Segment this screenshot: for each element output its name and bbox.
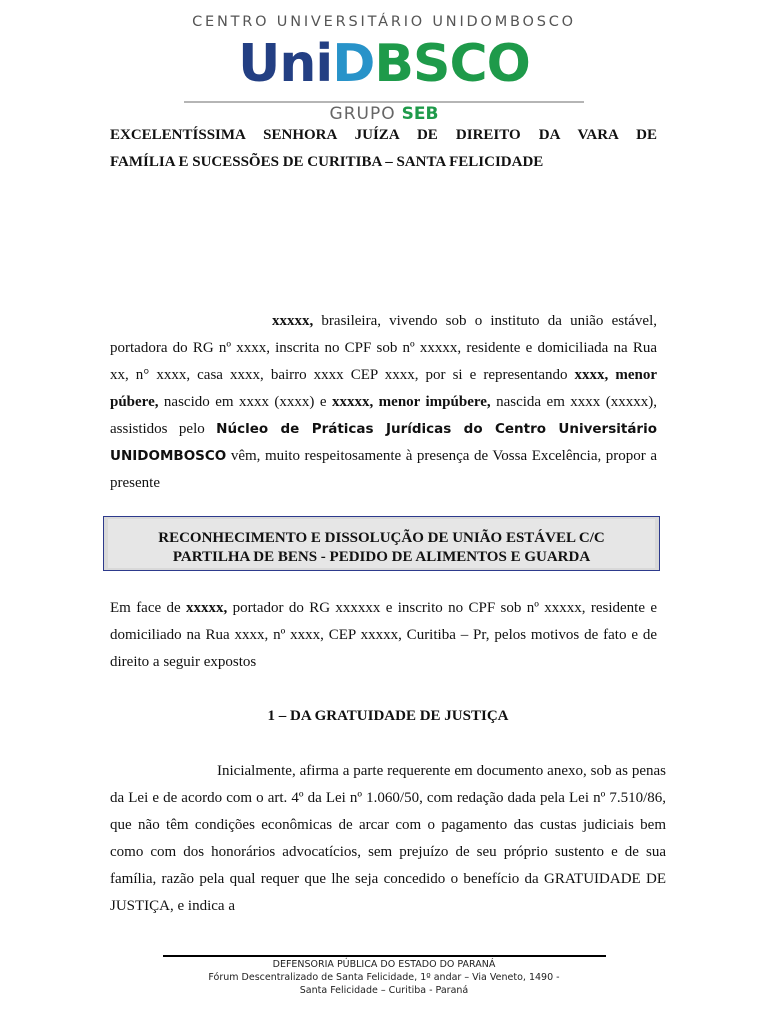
section-1-title: 1 – DA GRATUIDADE DE JUSTIÇA bbox=[267, 708, 509, 724]
logo-top-line: CENTRO UNIVERSITÁRIO UNIDOMBOSCO bbox=[192, 14, 576, 30]
action-title bbox=[104, 529, 659, 567]
heading-line-2: FAMÍLIA E SUCESSÕES DE CURITIBA – SANTA FELICIDADE bbox=[110, 154, 544, 170]
section-1-paragraph bbox=[110, 758, 666, 920]
footer-rule bbox=[163, 955, 606, 957]
page-footer bbox=[110, 958, 658, 997]
logo-word-uni: Uni bbox=[238, 34, 333, 94]
child-2-name: xxxxx, menor impúbere, bbox=[331, 394, 491, 410]
footer-line-2: Fórum Descentralizado de Santa Felicidade, 1º andar – Via Veneto, 1490 - bbox=[208, 972, 560, 983]
defendant-paragraph bbox=[110, 595, 657, 676]
action-title-line-2: PARTILHA DE BENS - PEDIDO DE ALIMENTOS E GUARDA bbox=[172, 549, 591, 565]
intro-text-1: brasileira, vivendo sob o instituto da união estável, portadora do RG nº xxxx, inscrita no CPF sob nº xxxxx, residente e domiciliada na Rua xx, n° xxxx, casa xxxx, bairro xxxx CEP xxxx, por si e representando bbox=[110, 313, 657, 383]
intro-text-3: nascida em xxxx (xxxxx), assistidos pelo bbox=[110, 394, 657, 437]
logo-group-name: SEB bbox=[401, 104, 439, 124]
logo-group-label: GRUPO bbox=[329, 104, 396, 124]
footer-line-3: Santa Felicidade – Curitiba - Paraná bbox=[299, 985, 469, 996]
intro-text-2: nascido em xxxx (xxxx) e bbox=[158, 394, 332, 410]
document-addressee-heading bbox=[110, 122, 657, 176]
footer-line-1: DEFENSORIA PÚBLICA DO ESTADO DO PARANÁ bbox=[272, 959, 496, 970]
organization-name: Núcleo de Práticas Jurídicas do Centro Universitário UNIDOMBOSCO bbox=[110, 421, 657, 464]
defendant-text-2: portador do RG xxxxxx e inscrito no CPF sob nº xxxxx, residente e domiciliado na Rua xxxx, nº xxxx, CEP xxxxx, Curitiba – Pr, pelos motivos de fato e de direito a seguir expostos bbox=[110, 600, 657, 670]
child-1-name: xxxx, menor púbere, bbox=[110, 367, 657, 410]
action-title-line-1: RECONHECIMENTO E DISSOLUÇÃO DE UNIÃO ESTÁVEL C/C bbox=[158, 530, 605, 546]
intro-text-4: vêm, muito respeitosamente à presença de Vossa Excelência, propor a presente bbox=[110, 448, 657, 491]
heading-line-1: EXCELENTÍSSIMA SENHORA JUÍZA DE DIREITO DA VARA DE bbox=[110, 127, 657, 143]
logo-word-d: D bbox=[332, 34, 375, 94]
action-title-box bbox=[103, 516, 660, 571]
intro-paragraph bbox=[110, 308, 657, 497]
defendant-text-1: Em face de bbox=[110, 600, 187, 616]
logo-divider bbox=[184, 101, 584, 103]
defendant-name: xxxxx, bbox=[186, 600, 228, 616]
logo-wordmark bbox=[180, 34, 588, 94]
logo-word-bsco: BSCO bbox=[374, 34, 530, 94]
plaintiff-name: xxxxx, bbox=[272, 313, 314, 329]
section-1-body: Inicialmente, afirma a parte requerente em documento anexo, sob as penas da Lei e de acordo com o art. 4º da Lei nº 1.060/50, com redação dada pela Lei nº 7.510/86, que não têm condições econômicas de arcar com o pagamento das custas judiciais bem como com dos honorários advocatícios, sem prejuízo de seu próprio sustento e de sua família, razão pela qual requer que lhe seja concedido o benefício da GRATUIDADE DE JUSTIÇA, e indica a bbox=[110, 763, 666, 914]
logo-group bbox=[180, 104, 588, 124]
unidombosco-logo bbox=[180, 14, 588, 124]
